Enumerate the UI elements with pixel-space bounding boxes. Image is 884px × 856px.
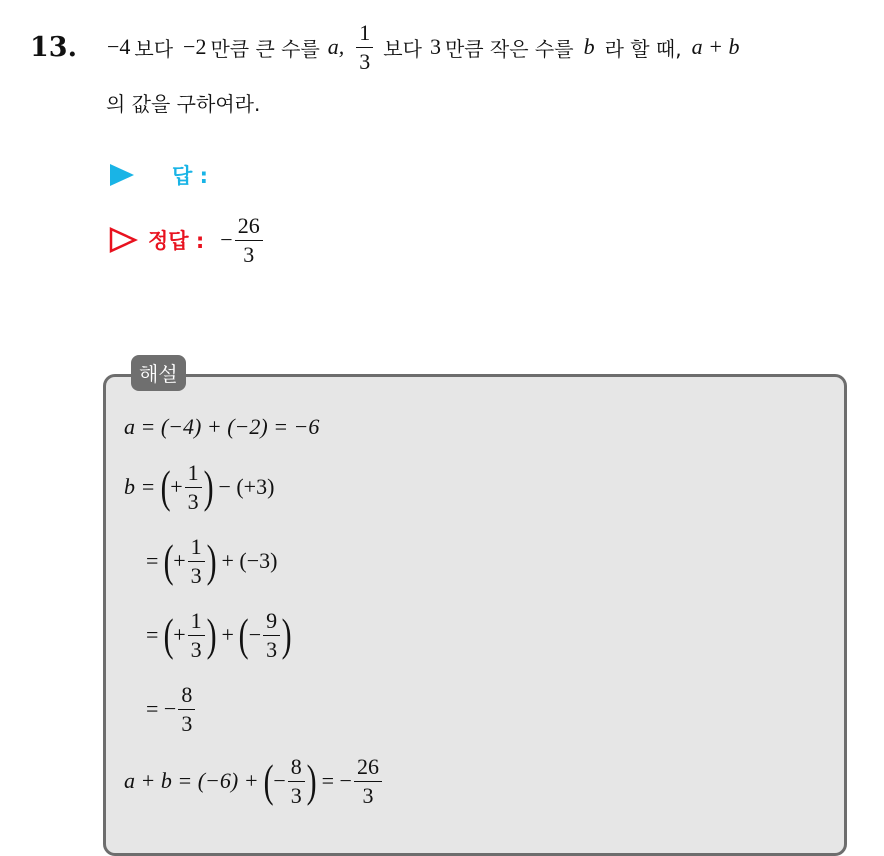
equation-rhs: + (−3) — [216, 548, 278, 573]
fraction — [354, 753, 382, 808]
left-paren: ( — [239, 609, 250, 660]
right-paren: ) — [306, 755, 317, 806]
numerator: 26 — [235, 215, 263, 241]
right-paren: ) — [203, 461, 214, 512]
problem-number: 13. — [30, 31, 77, 63]
problem-line-2: 의 값을 구하여라. — [106, 92, 261, 116]
correct-answer-fraction — [235, 212, 263, 267]
sign: + — [173, 548, 186, 573]
sign: − — [248, 622, 262, 647]
correct-answer-label: 정답 : — [148, 229, 205, 253]
left-paren: ( — [163, 609, 174, 660]
left-paren: ( — [263, 755, 274, 806]
correct-answer-row — [108, 210, 265, 270]
solution-line-4 — [146, 606, 292, 664]
solution-line-6 — [124, 752, 384, 810]
variable-a: a, — [327, 34, 345, 59]
value: 3 — [429, 34, 441, 59]
denominator: 3 — [359, 48, 371, 74]
correct-answer-sign: − — [220, 227, 233, 252]
equation-lhs: a + b = (−6) + — [124, 768, 265, 793]
denominator: 3 — [190, 636, 202, 662]
equals: = − — [316, 768, 352, 793]
answer-label: 답 : — [172, 164, 208, 188]
equation-lhs: b = — [124, 474, 161, 499]
fraction — [288, 753, 305, 808]
denominator: 3 — [290, 782, 302, 808]
play-triangle-icon — [108, 163, 136, 187]
equation-rhs: − (+3) — [212, 474, 275, 499]
fraction — [188, 607, 205, 662]
fraction — [188, 533, 205, 588]
fraction — [185, 459, 202, 514]
equals: = — [146, 548, 164, 573]
numerator: 8 — [288, 756, 305, 782]
denominator: 3 — [190, 562, 202, 588]
text: 만큼 큰 수를 — [210, 36, 320, 61]
expression: a + b — [691, 34, 740, 59]
solution-badge: 해설 — [131, 355, 186, 391]
solution-line-5 — [146, 680, 197, 738]
fraction — [356, 19, 373, 74]
outline-triangle-icon — [108, 227, 138, 253]
answer-row — [108, 160, 208, 190]
denominator: 3 — [181, 710, 193, 736]
right-paren: ) — [281, 609, 292, 660]
numerator: 8 — [178, 684, 195, 710]
value: −4 — [106, 34, 131, 59]
left-paren: ( — [160, 461, 171, 512]
fraction — [178, 681, 195, 736]
equals: = — [146, 622, 164, 647]
solution-line-1 — [124, 410, 319, 444]
numerator: 1 — [188, 610, 205, 636]
denominator: 3 — [187, 488, 199, 514]
numerator: 1 — [188, 536, 205, 562]
denominator: 3 — [243, 241, 255, 267]
numerator: 26 — [354, 756, 382, 782]
text: 보다 — [383, 36, 422, 61]
fraction — [263, 607, 280, 662]
sign: + — [170, 474, 183, 499]
problem-line-1 — [30, 19, 740, 74]
solution-line-2 — [124, 458, 274, 516]
solution-line-3 — [146, 532, 277, 590]
operator: + — [216, 622, 240, 647]
sign: − — [273, 768, 286, 793]
numerator: 9 — [263, 610, 280, 636]
numerator: 1 — [356, 22, 373, 48]
equation: a = (−4) + (−2) = −6 — [124, 414, 320, 439]
denominator: 3 — [266, 636, 278, 662]
sign: + — [173, 622, 186, 647]
right-paren: ) — [206, 609, 217, 660]
numerator: 1 — [185, 462, 202, 488]
equals: = − — [146, 696, 177, 721]
right-paren: ) — [206, 535, 217, 586]
variable-b: b — [583, 34, 595, 59]
text: 만큼 작은 수를 — [444, 36, 574, 61]
text: 보다 — [134, 36, 174, 61]
denominator: 3 — [362, 782, 374, 808]
text: 라 할 때, — [604, 36, 682, 61]
value: −2 — [183, 34, 207, 59]
left-paren: ( — [163, 535, 174, 586]
